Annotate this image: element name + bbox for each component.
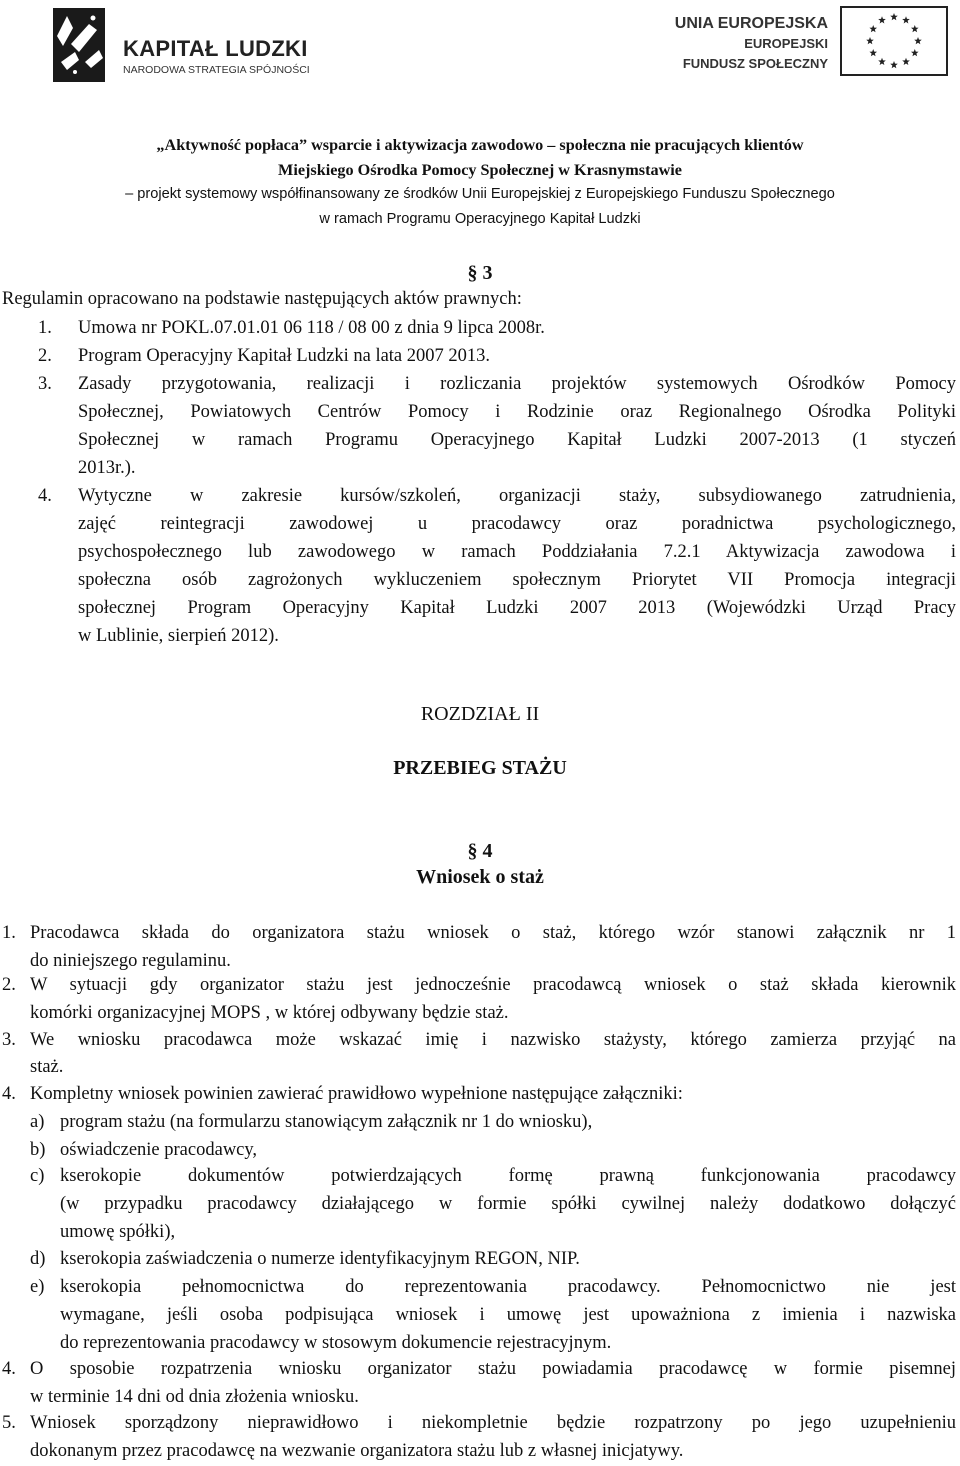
list-item-line: zajęć reintegracji zawodowej u pracodawcy oraz poradnictwa psychologicznego,	[78, 514, 956, 534]
sub-item-line: kserokopia zaświadczenia o numerze identyfikacyjnym REGON, NIP.	[60, 1249, 580, 1269]
list-item-line: Wniosek sporządzony nieprawidłowo i niekompletnie będzie rozpatrzony po jego uzupełnieniu	[30, 1413, 956, 1433]
list-item-number: 3.	[2, 1030, 16, 1050]
sub-item-line: program stażu (na formularzu stanowiącym załącznik nr 1 do wniosku),	[60, 1112, 593, 1132]
list-item-number: 1.	[38, 318, 52, 338]
list-item-line: Wytyczne w zakresie kursów/szkoleń, organizacji staży, subsydiowanego zatrudnienia,	[78, 486, 956, 506]
sub-item-letter: e)	[30, 1277, 45, 1297]
kapital-ludzki-tagline: NARODOWA STRATEGIA SPÓJNOŚCI	[123, 64, 310, 76]
list-item-line: społeczna osób zagrożonych wykluczeniem społecznym Priorytet VII Promocja integracji	[78, 570, 956, 590]
list-item-line: We wniosku pracodawca może wskazać imię i nazwisko stażysty, którego zamierza przyjąć na	[30, 1030, 956, 1050]
list-item-line: O sposobie rozpatrzenia wniosku organizator stażu powiadamia pracodawcę w formie pisemnej	[30, 1359, 956, 1379]
list-item-number: 4.	[2, 1084, 16, 1104]
list-item-number: 5.	[2, 1413, 16, 1433]
list-item-number: 4.	[2, 1359, 16, 1379]
list-item: Umowa nr POKL.07.01.01 06 118 / 08 00 z dnia 9 lipca 2008r.	[78, 318, 545, 338]
list-item-line: Społecznej, Powiatowych Centrów Pomocy i Rodzinie oraz Regionalnego Ośrodka Polityki	[78, 402, 956, 422]
eu-flag-icon	[840, 6, 948, 76]
list-item-line: dokonanym przez pracodawcę na wezwanie organizatora stażu lub z własnej inicjatywy.	[30, 1441, 684, 1461]
section-4-title: Wniosek o staż	[416, 866, 544, 888]
sub-item-line: kserokopia pełnomocnictwa do reprezentowania pracodawcy. Pełnomocnictwo nie jest	[60, 1277, 956, 1297]
list-item-line: w Lublinie, sierpień 2012).	[78, 626, 279, 646]
list-item-line: w terminie 14 dni od dnia złożenia wniosku.	[30, 1387, 359, 1407]
sub-item-letter: a)	[30, 1112, 45, 1132]
chapter-title: PRZEBIEG STAŻU	[393, 757, 567, 779]
eu-logo-line1: UNIA EUROPEJSKA	[674, 15, 828, 32]
eu-logo-line3: FUNDUSZ SPOŁECZNY	[682, 56, 828, 71]
list-item-line: psychospołecznego lub zawodowego w ramach Poddziałania 7.2.1 Aktywizacja zawodowa i	[78, 542, 956, 562]
section-3-intro: Regulamin opracowano na podstawie następujących aktów prawnych:	[2, 289, 522, 309]
project-header-line4: w ramach Programu Operacyjnego Kapitał Ludzki	[319, 210, 641, 227]
project-header-line3: – projekt systemowy współfinansowany ze środków Unii Europejskiej z Europejskiego Funduszu Społecznego	[125, 186, 835, 202]
list-item-line: W sytuacji gdy organizator stażu jest jednocześnie pracodawcą wniosek o staż składa kierownik	[30, 975, 956, 995]
list-item-number: 4.	[38, 486, 52, 506]
list-item-number: 2.	[38, 346, 52, 366]
sub-item-letter: b)	[30, 1140, 46, 1160]
sub-item-line: umowę spółki),	[60, 1222, 176, 1242]
list-item-number: 1.	[2, 923, 16, 943]
sub-item-line: do reprezentowania pracodawcy w stosowym dokumencie rejestracyjnym.	[60, 1333, 612, 1353]
kapital-ludzki-name: KAPITAŁ LUDZKI	[123, 36, 308, 61]
list-item-line: staż.	[30, 1057, 64, 1077]
sub-item-letter: d)	[30, 1249, 46, 1269]
list-item-line: Społecznej w ramach Programu Operacyjnego Kapitał Ludzki 2007-2013 (1 styczeń	[78, 430, 956, 450]
sub-item-line: oświadczenie pracodawcy,	[60, 1140, 258, 1160]
sub-item-line: kserokopie dokumentów potwierdzających formę prawną funkcjonowania pracodawcy	[60, 1166, 956, 1186]
sub-item-line: (w przypadku pracodawcy działającego w formie spółki cywilnej należy dodatkowo dołączyć	[60, 1194, 956, 1214]
kapital-ludzki-logo	[45, 6, 335, 86]
eu-logo-text	[668, 14, 828, 74]
section-4-symbol: § 4	[467, 840, 493, 862]
project-header-line1: „Aktywność popłaca” wsparcie i aktywizacja zawodowo – społeczna nie pracujących klientów	[156, 136, 804, 154]
chapter-label: ROZDZIAŁ II	[420, 703, 540, 725]
list-item-line: do niniejszego regulaminu.	[30, 951, 231, 971]
section-3-symbol: § 3	[467, 262, 493, 284]
list-item-line: Kompletny wniosek powinien zawierać prawidłowo wypełnione następujące załączniki:	[30, 1084, 683, 1104]
kapital-ludzki-emblem-icon	[45, 6, 111, 84]
list-item-line: Zasady przygotowania, realizacji i rozliczania projektów systemowych Ośrodków Pomocy	[78, 374, 956, 394]
list-item-line: 2013r.).	[78, 458, 136, 478]
project-header	[0, 133, 960, 231]
list-item-number: 2.	[2, 975, 16, 995]
list-item-line: społecznej Program Operacyjny Kapitał Ludzki 2007 2013 (Wojewódzki Urząd Pracy	[78, 598, 956, 618]
eu-logo-line2: EUROPEJSKI	[744, 36, 828, 51]
sub-item-letter: c)	[30, 1166, 45, 1186]
list-item: Program Operacyjny Kapitał Ludzki na lata 2007 2013.	[78, 346, 491, 366]
eu-logo	[668, 6, 948, 76]
list-item-line: Pracodawca składa do organizatora stażu wniosek o staż, którego wzór stanowi załącznik nr 1	[30, 923, 956, 943]
list-item-number: 3.	[38, 374, 52, 394]
sub-item-line: wymagane, jeśli osoba podpisująca wniosek i umowę jest upoważniona z imienia i nazwiska	[60, 1305, 956, 1325]
list-item-line: komórki organizacyjnej MOPS , w której odbywany będzie staż.	[30, 1003, 509, 1023]
project-header-line2: Miejskiego Ośrodka Pomocy Społecznej w Krasnymstawie	[278, 160, 682, 179]
